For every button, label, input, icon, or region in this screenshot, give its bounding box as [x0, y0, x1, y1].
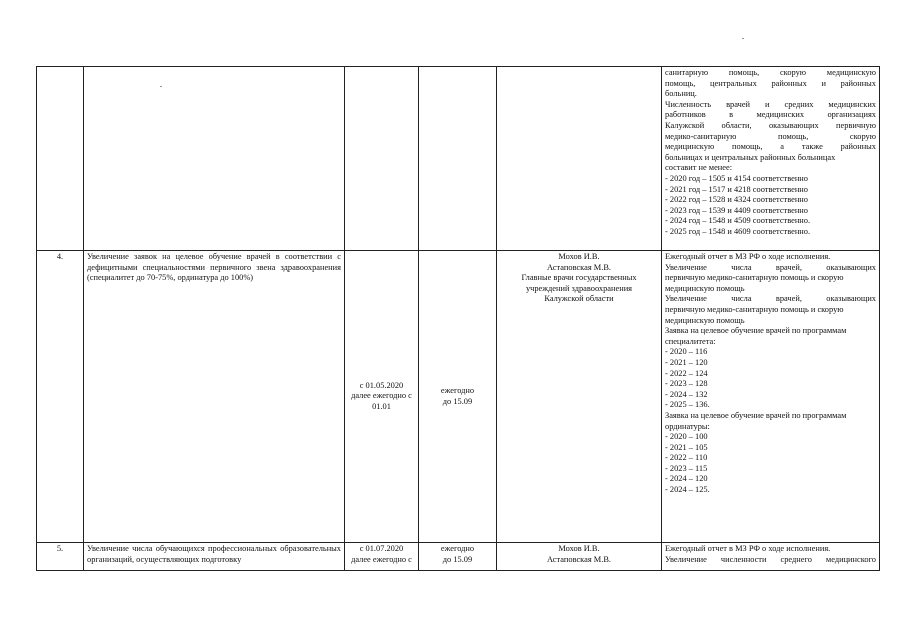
indicator-line: Ежегодный отчет в МЗ РФ о ходе исполнения.	[665, 544, 831, 553]
cell-indicators	[662, 543, 880, 571]
indicator-line: - 2020 – 100	[665, 432, 708, 442]
indicator-line: - 2025 год – 1548 и 4609 соответственно.	[665, 226, 811, 236]
plan-table	[36, 66, 880, 571]
indicator-line: Заявка на целевое обучение врачей по программам	[665, 410, 847, 420]
indicator-line: Увеличение численности среднего медицинского	[665, 554, 876, 564]
cell-indicators	[662, 251, 880, 543]
indicator-line: - 2022 – 124	[665, 368, 708, 378]
indicator-line: - 2023 – 115	[665, 463, 708, 473]
indicator-line: Калужской области, оказывающих первичную	[665, 120, 876, 130]
cell-number	[37, 67, 84, 251]
indicator-line: больниц.	[665, 89, 697, 99]
cell-start-date	[345, 67, 419, 251]
end-date: ежегодно до 15.09	[419, 251, 497, 543]
responsible-persons: Мохов И.В. Астаповская М.В.	[497, 543, 662, 571]
cell-responsible	[497, 67, 662, 251]
indicator-line: специалитета:	[665, 336, 716, 346]
indicator-line: медицинскую помощь	[665, 283, 745, 293]
indicator-line: первичную медико-санитарную помощь и скорую	[665, 273, 844, 283]
indicator-line: первичную медико-санитарную помощь и скорую	[665, 304, 844, 314]
scan-speck	[742, 38, 744, 39]
indicator-line: - 2023 год – 1539 и 4409 соответственно	[665, 205, 808, 215]
activity-name: Увеличение заявок на целевое обучение врачей в соответствии с дефицитными специальностями первичного звена здравоохранения (специалитет до 70-75%, ординатура до 100%)	[84, 251, 345, 543]
indicator-line: медицинскую помощь	[665, 315, 745, 325]
indicator-line: - 2021 год – 1517 и 4218 соответственно	[665, 184, 808, 194]
indicator-line: больницах и центральных районных больницах	[665, 152, 836, 162]
indicator-line: медицинскую помощь, а также районных	[665, 142, 876, 152]
indicator-line: Увеличение числа врачей, оказывающих	[665, 294, 876, 304]
cell-name	[84, 67, 345, 251]
activity-name: Увеличение числа обучающихся профессиональных образовательных организаций, осуществляющих подготовку	[84, 543, 345, 571]
indicator-line: Заявка на целевое обучение врачей по программам	[665, 326, 847, 336]
table-row	[37, 67, 880, 251]
indicator-line: - 2023 – 128	[665, 379, 708, 389]
indicator-line: Численность врачей и средних медицинских	[665, 99, 876, 109]
indicator-line: - 2024 – 120	[665, 474, 708, 484]
indicator-line: работников в медицинских организациях	[665, 110, 876, 120]
responsible-persons: Мохов И.В. Астаповская М.В. Главные врачи государственных учреждений здравоохранения Калужской области	[497, 251, 662, 543]
start-date: с 01.05.2020 далее ежегодно с 01.01	[345, 251, 419, 543]
indicator-line: Ежегодный отчет в МЗ РФ о ходе исполнения.	[665, 252, 831, 261]
indicator-line: - 2022 – 110	[665, 453, 708, 463]
row-number: 5.	[37, 543, 84, 571]
indicator-line: помощь, центральных районных и районных	[665, 78, 876, 88]
indicator-line: - 2022 год – 1528 и 4324 соответственно	[665, 195, 808, 205]
start-date: с 01.07.2020 далее ежегодно с	[345, 543, 419, 571]
indicator-line: - 2020 год – 1505 и 4154 соответственно	[665, 173, 808, 183]
indicator-line: - 2021 – 105	[665, 442, 708, 452]
cell-end-date	[419, 67, 497, 251]
indicator-line: ординатуры:	[665, 421, 710, 431]
indicator-line: - 2024 год – 1548 и 4509 соответственно.	[665, 216, 811, 226]
indicator-line: - 2021 – 120	[665, 357, 708, 367]
end-date: ежегодно до 15.09	[419, 543, 497, 571]
indicator-line: - 2024 – 125.	[665, 485, 710, 495]
indicator-line: Увеличение числа врачей, оказывающих	[665, 262, 876, 272]
indicator-line: - 2025 – 136.	[665, 400, 710, 410]
indicator-line: медико-санитарную помощь, скорую	[665, 131, 876, 141]
table-row	[37, 543, 880, 571]
row-number: 4.	[37, 251, 84, 543]
cell-indicators	[662, 67, 880, 251]
indicator-line: санитарную помощь, скорую медицинскую	[665, 68, 876, 77]
indicator-line: - 2024 – 132	[665, 389, 708, 399]
table-row	[37, 251, 880, 543]
indicator-line: составит не менее:	[665, 163, 733, 173]
indicator-line: - 2020 – 116	[665, 347, 708, 357]
